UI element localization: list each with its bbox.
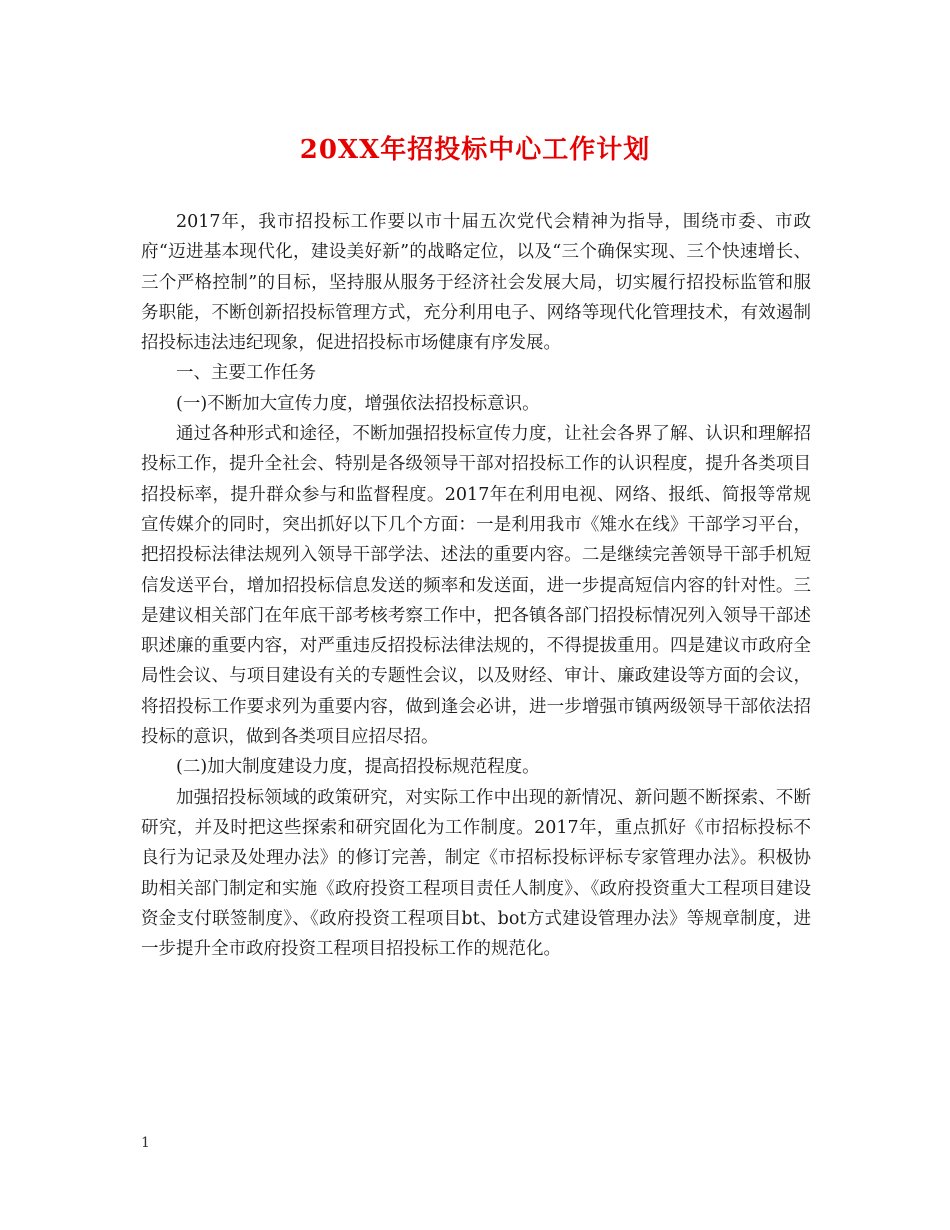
document-body xyxy=(141,207,811,964)
paragraph-publicity: 通过各种形式和途径，不断加强招投标宣传力度，让社会各界了解、认识和理解招投标工作，提升全社会、特别是各级领导干部对招投标工作的认识程度，提升各类项目招投标率，提升群众参与和监督程度。2017年在利用电视、网络、报纸、简报等常规宣传媒介的同时，突出抓好以下几个方面：一是利用我市《雉水在线》干部学习平台，把招投标法律法规列入领导干部学法、述法的重要内容。二是继续完善领导干部手机短信发送平台，增加招投标信息发送的频率和发送面，进一步提高短信内容的针对性。三是建议相关部门在年底干部考核考察工作中，把各镇各部门招投标情况列入领导干部述职述廉的重要内容，对严重违反招投标法律法规的，不得提拔重用。四是建议市政府全局性会议、与项目建设有关的专题性会议，以及财经、审计、廉政建设等方面的会议，将招投标工作要求列为重要内容，做到逢会必讲，进一步增强市镇两级领导干部依法招投标的意识，做到各类项目应招尽招。 xyxy=(141,424,811,748)
paragraph-intro: 2017年，我市招投标工作要以市十届五次党代会精神为指导，围绕市委、市政府“迈进基本现代化，建设美好新”的战略定位，以及“三个确保实现、三个快速增长、三个严格控制”的目标，坚持服从服务于经济社会发展大局，切实履行招投标监管和服务职能，不断创新招投标管理方式，充分利用电子、网络等现代化管理技术，有效遏制招投标违法违纪现象，促进招投标市场健康有序发展。 xyxy=(141,212,811,354)
page-number: 1 xyxy=(141,1135,150,1151)
section-heading-main-tasks: 一、主要工作任务 xyxy=(176,363,316,384)
subheading-system-building: (二)加大制度建设力度，提高招投标规范程度。 xyxy=(176,757,540,778)
paragraph-system-building: 加强招投标领域的政策研究，对实际工作中出现的新情况、新问题不断探索、不断研究，并及时把这些探索和研究固化为工作制度。2017年，重点抓好《市招标投标不良行为记录及处理办法》的修订完善，制定《市招标投标评标专家管理办法》。积极协助相关部门制定和实施《政府投资工程项目责任人制度》、《政府投资重大工程项目建设资金支付联签制度》、《政府投资工程项目bt、bot方式建设管理办法》等规章制度，进一步提升全市政府投资工程项目招投标工作的规范化。 xyxy=(141,787,811,960)
document-title: 20XX年招投标中心工作计划 xyxy=(299,135,651,165)
subheading-publicity: (一)不断加大宣传力度，增强依法招投标意识。 xyxy=(176,393,540,414)
